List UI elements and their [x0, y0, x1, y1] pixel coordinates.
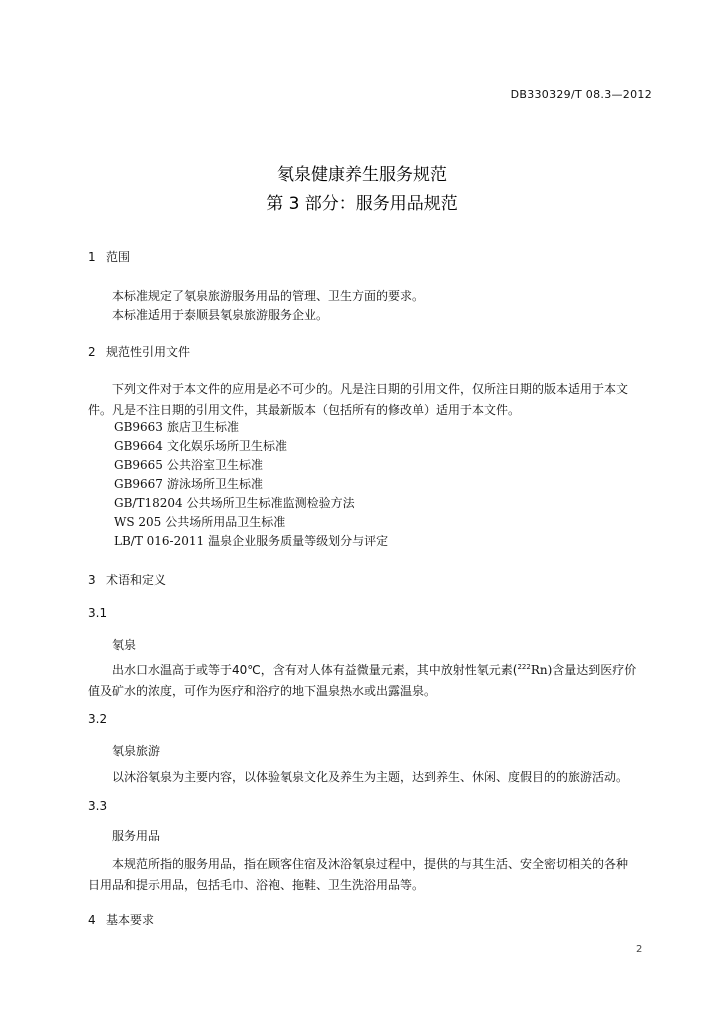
term-name: 氡泉旅游: [112, 744, 161, 758]
reference-code: GB9665: [114, 458, 163, 472]
reference-title: 旅店卫生标准: [166, 420, 239, 434]
section-2-heading: [88, 343, 190, 360]
reference-code: GB9667: [114, 477, 163, 491]
term-definition: [88, 661, 658, 699]
term-name: 氡泉: [112, 638, 137, 652]
reference-item: [114, 456, 263, 473]
term-number: 3.3: [88, 799, 108, 813]
section-number: 4: [88, 913, 96, 927]
definition-text: Rn)含量达到医疗价: [530, 663, 637, 677]
reference-title: 文化娱乐场所卫生标准: [166, 439, 287, 453]
term-name: 服务用品: [112, 829, 161, 843]
term-definition: [88, 855, 658, 893]
reference-item: [114, 475, 263, 492]
paragraph-line: 下列文件对于本文件的应用是必不可少的。凡是注日期的引用文件，仅所注日期的版本适用于本文: [112, 382, 629, 396]
term-definition: 以沐浴氡泉为主要内容，以体验氡泉文化及养生为主题，达到养生、休闲、度假目的的旅游活动。: [112, 770, 629, 784]
definition-text: 出水口水温高于或等于40℃，含有对人体有益微量元素，其中放射性氡元素(: [112, 663, 518, 677]
term-number: 3.1: [88, 606, 108, 620]
reference-code: LB/T 016-2011: [114, 534, 205, 548]
reference-title: 游泳场所卫生标准: [166, 477, 263, 491]
document-code: DB330329/T 08.3—2012: [510, 88, 652, 101]
reference-code: WS 205: [114, 515, 162, 529]
paragraph: 本标准适用于泰顺县氡泉旅游服务企业。: [112, 308, 329, 322]
reference-code: GB9663: [114, 420, 163, 434]
reference-code: GB/T18204: [114, 496, 183, 510]
section-title: 基本要求: [106, 913, 155, 927]
section-number: 1: [88, 250, 96, 264]
reference-code: GB9664: [114, 439, 163, 453]
definition-line: 本规范所指的服务用品，指在顾客住宿及沐浴氡泉过程中，提供的与其生活、安全密切相关的各种: [112, 857, 629, 871]
reference-title: 温泉企业服务质量等级划分与评定: [208, 534, 389, 548]
reference-item: [114, 494, 355, 511]
page-number: 2: [636, 944, 643, 955]
term-number: 3.2: [88, 712, 108, 726]
paragraph: 本标准规定了氡泉旅游服务用品的管理、卫生方面的要求。: [112, 289, 425, 303]
document-title: 氡泉健康养生服务规范: [277, 165, 447, 185]
paragraph-line: 件。凡是不注日期的引用文件，其最新版本（包括所有的修改单）适用于本文件。: [88, 403, 521, 417]
isotope-superscript: 222: [517, 663, 531, 671]
section-title: 术语和定义: [106, 573, 167, 587]
section-4-heading: [88, 911, 154, 928]
reference-item: [114, 418, 239, 435]
definition-line: [88, 661, 658, 678]
reference-item: [114, 532, 388, 549]
reference-title: 公共场所用品卫生标准: [165, 515, 286, 529]
section-number: 2: [88, 345, 96, 359]
definition-line: 日用品和提示用品，包括毛巾、浴袍、拖鞋、卫生洗浴用品等。: [88, 878, 425, 892]
definition-line: 值及矿水的浓度，可作为医疗和浴疗的地下温泉热水或出露温泉。: [88, 684, 437, 698]
section-1-heading: [88, 248, 130, 265]
reference-title: 公共浴室卫生标准: [166, 458, 263, 472]
section-title: 范围: [106, 250, 131, 264]
reference-item: [114, 437, 287, 454]
section-3-heading: [88, 571, 166, 588]
paragraph: [88, 380, 658, 418]
reference-item: [114, 513, 285, 530]
document-subtitle: 第 3 部分：服务用品规范: [266, 194, 458, 214]
reference-title: 公共场所卫生标准监测检验方法: [186, 496, 355, 510]
section-number: 3: [88, 573, 96, 587]
section-title: 规范性引用文件: [106, 345, 191, 359]
